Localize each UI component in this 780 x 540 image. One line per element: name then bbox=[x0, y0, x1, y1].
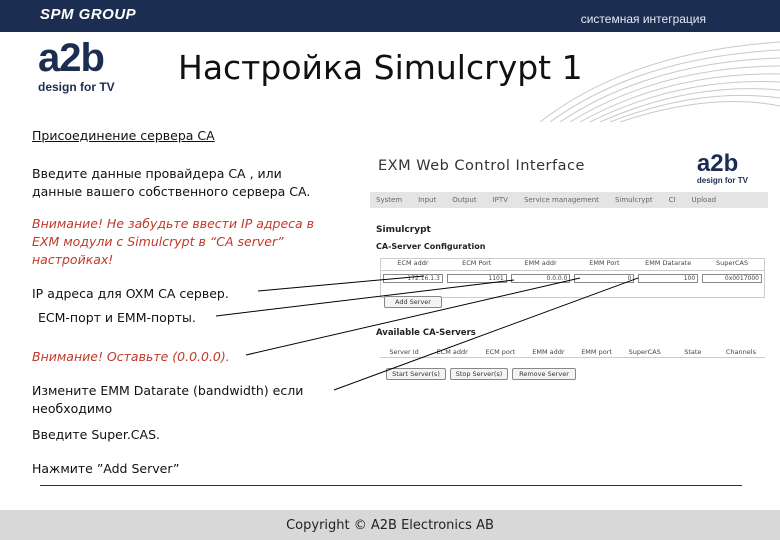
exm-section-title: Simulcrypt bbox=[376, 225, 431, 235]
menu-item-ci[interactable]: CI bbox=[668, 196, 676, 204]
menu-item-service-management[interactable]: Service management bbox=[523, 196, 599, 204]
col-av-channels: Channels bbox=[725, 348, 756, 356]
datarate-step-1: Измените EMM Datarate (bandwidth) если bbox=[32, 383, 304, 398]
intro-line-1: Введите данные провайдера CA , или bbox=[32, 166, 282, 181]
datarate-step-2: необходимо bbox=[32, 401, 113, 416]
col-av-ecm-addr: ECM addr bbox=[436, 348, 468, 356]
section-heading: Присоединение сервера CA bbox=[32, 128, 215, 143]
col-emm-port: EMM Port bbox=[589, 259, 620, 267]
col-emm-datarate: EMM Datarate bbox=[645, 259, 692, 267]
col-ecm-addr: ECM addr bbox=[397, 259, 429, 267]
menu-item-input[interactable]: Input bbox=[418, 196, 437, 204]
add-server-button[interactable]: Add Server bbox=[384, 296, 442, 308]
ports-step: ECM-порт и EMM-порты. bbox=[38, 310, 196, 325]
col-server-id: Server Id bbox=[389, 348, 419, 356]
col-ecm-port: ECM Port bbox=[462, 259, 492, 267]
footer bbox=[0, 510, 780, 540]
exm-app-title: EXM Web Control Interface bbox=[378, 158, 585, 174]
emm-addr-input[interactable]: 0.0.0.0 bbox=[511, 274, 571, 283]
divider-line bbox=[40, 485, 742, 486]
intro-line-2: данные вашего собственного сервера CA. bbox=[32, 184, 311, 199]
add-server-step: Нажмите ”Add Server” bbox=[32, 461, 180, 476]
supercas-input[interactable]: 0x0017000 bbox=[702, 274, 762, 283]
arrow-ports bbox=[216, 280, 514, 316]
warning-line-3: настройках! bbox=[32, 252, 114, 267]
col-av-emm-port: EMM port bbox=[581, 348, 612, 356]
ecm-addr-input[interactable]: 172.16.1.3 bbox=[383, 274, 443, 283]
menu-item-simulcrypt[interactable]: Simulcrypt bbox=[614, 196, 653, 204]
supercas-step: Введите Super.CAS. bbox=[32, 427, 160, 442]
menu-item-output[interactable]: Output bbox=[452, 196, 477, 204]
ip-step: IP адреса для OXM CA сервер. bbox=[32, 286, 229, 301]
brand-logo: SPM GROUP bbox=[40, 6, 137, 23]
warning-line-2: EXM модули с Simulcrypt в “CA server” bbox=[32, 234, 284, 249]
warning-line-1: Внимание! Не забудьте ввести IP адреса в bbox=[32, 216, 315, 231]
arrow-ip bbox=[258, 276, 424, 291]
arrow-datarate bbox=[334, 278, 638, 390]
warning-zero: Внимание! Оставьте (0.0.0.0). bbox=[32, 349, 230, 364]
menu-item-system[interactable]: System bbox=[376, 196, 403, 204]
exm-logo-mark: a2b bbox=[696, 150, 739, 177]
logo-mark: a2b bbox=[38, 36, 104, 80]
emm-datarate-input[interactable]: 100 bbox=[638, 274, 698, 283]
copyright: Copyright © A2B Electronics AB bbox=[286, 518, 494, 533]
logo-subtitle: design for TV bbox=[38, 80, 115, 94]
col-emm-addr: EMM addr bbox=[524, 259, 557, 267]
arrow-zero bbox=[246, 278, 580, 355]
remove-server-button[interactable]: Remove Server bbox=[512, 368, 576, 380]
emm-port-input[interactable]: 0 bbox=[574, 274, 634, 283]
ecm-port-input[interactable]: 1101 bbox=[447, 274, 507, 283]
stop-servers-button[interactable]: Stop Server(s) bbox=[450, 368, 508, 380]
col-av-state: State bbox=[684, 348, 702, 356]
tagline: системная интеграция bbox=[580, 12, 706, 26]
page-title: Настройка Simulcrypt 1 bbox=[178, 48, 583, 87]
col-supercas: SuperCAS bbox=[715, 259, 749, 267]
col-av-emm-addr: EMM addr bbox=[532, 348, 565, 356]
col-av-ecm-port: ECM port bbox=[485, 348, 516, 356]
exm-logo-subtitle: design for TV bbox=[696, 176, 748, 185]
available-servers-title: Available CA-Servers bbox=[376, 328, 476, 338]
start-servers-button[interactable]: Start Server(s) bbox=[386, 368, 446, 380]
menu-item-iptv[interactable]: IPTV bbox=[492, 196, 508, 204]
col-av-supercas: SuperCAS bbox=[628, 348, 661, 356]
ca-config-title: CA-Server Configuration bbox=[376, 242, 486, 251]
menu-item-upload[interactable]: Upload bbox=[691, 196, 717, 204]
